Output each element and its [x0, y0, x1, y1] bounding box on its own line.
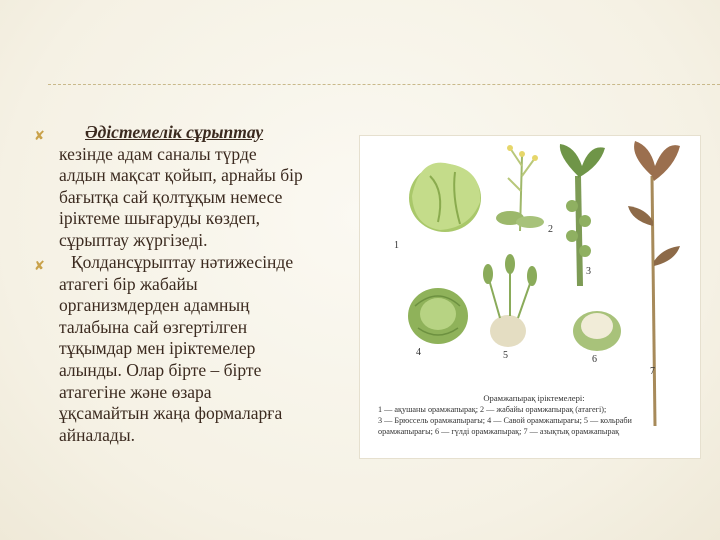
figure-label-7: 7 — [650, 366, 655, 377]
savoy-cabbage-drawing — [408, 288, 468, 344]
text-line: организмдерден адамның — [59, 295, 250, 316]
text-line: алынды. Олар бірте – бірте — [59, 359, 262, 380]
text-line: тұқымдар мен іріктемелер — [59, 338, 256, 359]
caption-line: орамжапырағы; 6 — гүлді орамжапырақ; 7 — азықтық орамжапырақ — [378, 427, 620, 436]
text-line: кезінде адам саналы түрде — [59, 143, 257, 164]
text-line: ұқсамайтын жаңа формаларға — [59, 403, 283, 424]
text-line: атагегіне және өзара — [59, 381, 212, 402]
title-divider — [48, 84, 720, 85]
wild-cabbage-drawing — [496, 145, 544, 231]
text-line: атагегі бір жабайы — [59, 273, 198, 294]
text-line: Қолдансұрыптау нәтижесінде — [71, 252, 294, 272]
text-line: іріктеме шығаруды көздеп, — [59, 208, 261, 229]
cauliflower-drawing — [573, 311, 621, 351]
paragraph-2 — [59, 252, 379, 446]
figure-label-2: 2 — [548, 224, 553, 235]
figure-label-4: 4 — [416, 347, 421, 358]
cabbage-varieties-illustration — [360, 136, 700, 458]
paragraph-1-emphasis: Әдістемелік сұрыптау — [85, 122, 264, 142]
figure-label-1: 1 — [394, 240, 399, 251]
bullet-icon: ✘ — [34, 259, 45, 274]
kohlrabi-drawing — [483, 254, 537, 347]
figure-label-3: 3 — [586, 266, 591, 277]
figure-label-6: 6 — [592, 354, 597, 365]
text-line: сұрыптау жүргізеді. — [59, 229, 208, 250]
figure-label-5: 5 — [503, 350, 508, 361]
figure-caption — [378, 393, 690, 437]
bullet-icon: ✘ — [34, 129, 45, 144]
text-line: алдын мақсат қойып, арнайы бір — [59, 165, 303, 186]
head-cabbage-drawing — [409, 163, 481, 232]
text-line: айналады. — [59, 424, 135, 445]
text-line: талабына сай өзгертілген — [59, 316, 248, 337]
caption-line: 1 — ақушаны орамжапырақ; 2 — жабайы орамжапырақ (атагегі); — [378, 405, 607, 414]
caption-line: 3 — Брюссель орамжапырағы; 4 — Савой орамжапырағы; 5 — кольраби — [378, 416, 632, 425]
caption-title: Орамжапырақ іріктемелері: — [483, 393, 585, 403]
kale-drawing — [628, 141, 680, 426]
text-line: бағытқа сай қолтұқым немесе — [59, 186, 283, 207]
paragraph-1 — [59, 122, 379, 252]
brussels-sprouts-drawing — [560, 144, 605, 286]
